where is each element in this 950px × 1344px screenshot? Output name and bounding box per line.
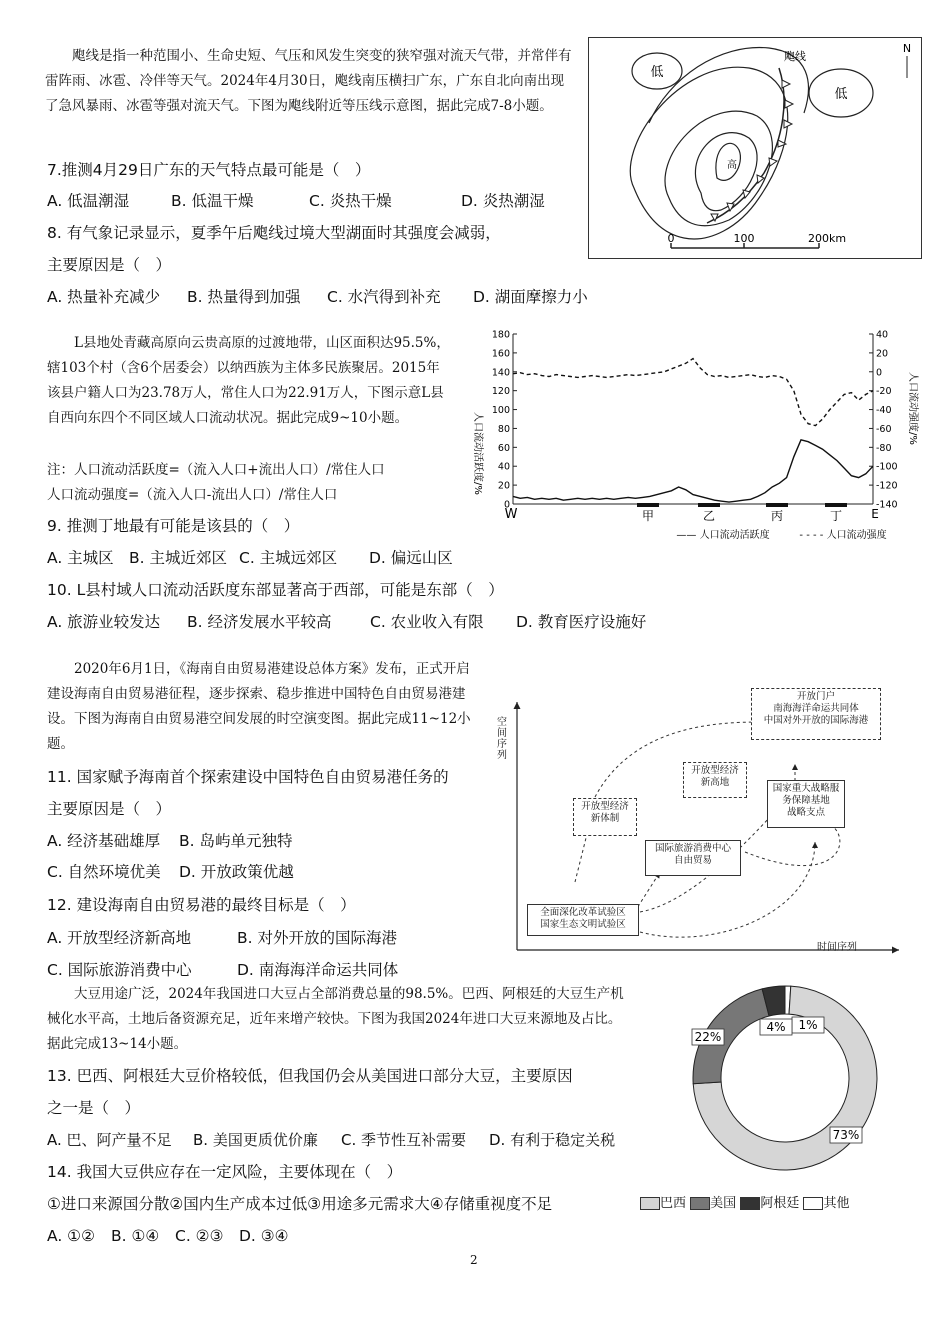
- q9-option-b[interactable]: B. 主城近郊区: [129, 549, 227, 567]
- legend-intensity: - - - - 人口流动强度: [799, 530, 887, 541]
- tick-left-label: 120: [491, 386, 510, 398]
- q8-stem-line2: 主要原因是（ ）: [47, 256, 172, 274]
- intro-l-county: L县地处青藏高原向云贵高原的过渡地带，山区面积达95.5%，辖103个村（含6个居委会）以纳西族为主体多民族聚居。2015年该县户籍人口为23.78万人，常住人口为22.91万人，下图示意L县自西向东四个不同区域人口流动状况。据此完成9~10小题。: [47, 335, 450, 426]
- q7-stem: 7.推测4月29日广东的天气特点最可能是（ ）: [47, 161, 371, 179]
- q12-stem: 12. 建设海南自由贸易港的最终目标是（ ）: [47, 896, 356, 914]
- tick-right-label: -100: [876, 461, 898, 473]
- tick-right-label: -120: [876, 480, 898, 492]
- q14-items: ①进口来源国分散②国内生产成本过低③用途多元需求大④存储重视度不足: [47, 1195, 553, 1213]
- q7-options: [47, 191, 545, 211]
- q9-option-d[interactable]: D. 偏远山区: [369, 549, 453, 567]
- tick-right-label: -20: [876, 386, 892, 398]
- legend-activity: —— 人口流动活跃度: [676, 530, 770, 541]
- q11-option-d[interactable]: D. 开放政策优越: [179, 863, 294, 881]
- box-open-economy-highland: 开放型经济新高地: [683, 762, 747, 798]
- q7-option-c[interactable]: C. 炎热干燥: [309, 192, 392, 210]
- q14-options: [47, 1226, 289, 1246]
- intro-squall-line: 飑线是指一种范围小、生命史短、气压和风发生突变的狭窄强对流天气带，并常伴有雷阵雨、冰雹、冷伴等天气。2024年4月30日，飑线南压横扫广东，广东自北向南出现了急风暴雨、冰雹等强对流天气。下图为飑线附近等压线示意图，据此完成7-8小题。: [45, 48, 572, 114]
- q10-option-a[interactable]: A. 旅游业较发达: [47, 613, 161, 631]
- series-activity-line: [513, 440, 873, 502]
- q8-stem-line1: 8. 有气象记录显示，夏季午后飑线过境大型湖面时其强度会减弱，: [47, 224, 501, 242]
- q8-option-b[interactable]: B. 热量得到加强: [187, 288, 301, 306]
- q11-options-row2: [47, 862, 294, 882]
- q13-option-d[interactable]: D. 有利于稳定关税: [489, 1131, 616, 1149]
- tick-left-label: 60: [497, 442, 510, 454]
- legend-argentina: 阿根廷: [760, 1196, 800, 1211]
- tick-right-label: -40: [876, 405, 892, 417]
- legend-usa: 美国: [710, 1196, 737, 1211]
- note-activity: 注：人口流动活跃度=（流入人口+流出人口）/常住人口: [47, 462, 385, 478]
- q13-option-a[interactable]: A. 巴、阿产量不足: [47, 1131, 172, 1149]
- legend-swatch-argentina: [740, 1197, 760, 1210]
- q14-option-d[interactable]: D. ③④: [239, 1227, 289, 1245]
- tick-left-label: 40: [497, 461, 510, 473]
- low-pressure-left: 低: [650, 65, 664, 80]
- low-pressure-right: 低: [834, 87, 848, 102]
- q12-option-c[interactable]: C. 国际旅游消费中心: [47, 961, 192, 979]
- squall-line-label: 飑线: [784, 50, 806, 63]
- scale-0: 0: [667, 232, 675, 245]
- tick-left-label: 0: [503, 499, 510, 511]
- q9-option-c[interactable]: C. 主城远郊区: [239, 549, 338, 567]
- legend-other: 其他: [823, 1196, 850, 1211]
- intro-soybean: 大豆用途广泛，2024年我国进口大豆占全部消费总量的98.5%。巴西、阿根廷的大豆生产机械化水平高，土地后备资源充足，近年来增产较快。下图为我国2024年进口大豆来源地及占比。据此完成13~14小题。: [47, 986, 624, 1052]
- donut-label: 73%: [832, 1128, 860, 1142]
- q11-option-c[interactable]: C. 自然环境优美: [47, 863, 161, 881]
- q10-option-d[interactable]: D. 教育医疗设施好: [516, 613, 647, 631]
- chart-ylabel-left: 人口流动活跃度/%: [472, 412, 483, 495]
- axis-label-space: 空间序列: [497, 717, 507, 761]
- q7-option-b[interactable]: B. 低温干燥: [171, 192, 254, 210]
- donut-legend: [640, 1192, 849, 1211]
- q12-options-row1: [47, 928, 397, 948]
- page-number: 2: [470, 1253, 478, 1267]
- tick-left-label: 80: [497, 423, 510, 435]
- x-endpoint-w: W: [504, 507, 518, 522]
- tick-right-label: 40: [876, 329, 889, 341]
- tick-right-label: -80: [876, 442, 892, 454]
- soybean-donut-chart: [660, 978, 910, 1183]
- scale-100: 100: [733, 232, 755, 245]
- donut-label: 1%: [798, 1018, 818, 1032]
- region-ding: 丁: [829, 509, 843, 523]
- box-tourism-center: 国际旅游消费中心 自由贸易: [645, 840, 741, 876]
- x-endpoint-e: E: [871, 507, 879, 521]
- tick-right-label: 20: [876, 348, 889, 360]
- axis-label-time: 时间序列: [817, 942, 857, 953]
- legend-swatch-other: [803, 1197, 823, 1210]
- q8-option-d[interactable]: D. 湖面摩擦力小: [473, 288, 588, 306]
- q7-option-d[interactable]: D. 炎热潮湿: [461, 192, 545, 210]
- population-flow-chart: [465, 322, 918, 548]
- q11-option-b[interactable]: B. 岛屿单元独特: [179, 832, 293, 850]
- q10-stem: 10. L县村域人口流动活跃度东部显著高于西部，可能是东部（ ）: [47, 581, 504, 599]
- q13-options: [47, 1130, 615, 1150]
- series-intensity-line: [513, 359, 873, 426]
- intro-hainan: 2020年6月1日，《海南自由贸易港建设总体方案》发布，正式开启建设海南自由贸易港征程，逐步探索、稳步推进中国特色自由贸易港建设。下图为海南自由贸易港空间发展的时空演变图。据此完成11~12小题。: [47, 661, 471, 752]
- scale-200: 200km: [807, 232, 847, 245]
- legend-swatch-usa: [690, 1197, 710, 1210]
- q11-option-a[interactable]: A. 经济基础雄厚: [47, 832, 161, 850]
- q14-option-a[interactable]: A. ①②: [47, 1227, 95, 1245]
- q13-stem-line1: 13. 巴西、阿根廷大豆价格较低，但我国仍会从美国进口部分大豆，主要原因: [47, 1067, 573, 1085]
- q13-option-c[interactable]: C. 季节性互补需要: [341, 1131, 467, 1149]
- tick-left-label: 20: [497, 480, 510, 492]
- q14-option-c[interactable]: C. ②③: [175, 1227, 224, 1245]
- box-open-economy-system: 开放型经济新体制: [573, 798, 637, 836]
- donut-label: 22%: [694, 1030, 722, 1044]
- note-intensity: 人口流动强度=（流入人口-流出人口）/常住人口: [47, 487, 338, 503]
- tick-left-label: 160: [491, 348, 510, 360]
- hainan-evolution-diagram: [495, 682, 915, 954]
- box-reform-zone: 全面深化改革试验区 国家生态文明试验区: [527, 904, 639, 936]
- q11-stem-line2: 主要原因是（ ）: [47, 800, 172, 818]
- q12-option-d[interactable]: D. 南海海洋命运共同体: [237, 961, 399, 979]
- region-jia: 甲: [641, 509, 655, 523]
- box-open-gateway: 开放门户 南海海洋命运共同体 中国对外开放的国际海港: [751, 688, 881, 740]
- box-national-strategy: 国家重大战略服务保障基地 战略支点: [767, 780, 845, 828]
- legend-brazil: 巴西: [660, 1196, 687, 1211]
- tick-left-label: 180: [491, 329, 510, 341]
- q10-options: [47, 612, 646, 632]
- tick-right-label: 0: [876, 367, 883, 379]
- q12-option-b[interactable]: B. 对外开放的国际海港: [237, 929, 397, 947]
- donut-label: 4%: [766, 1020, 786, 1034]
- high-pressure-label: 高: [727, 160, 737, 171]
- q10-option-b[interactable]: B. 经济发展水平较高: [187, 613, 332, 631]
- isobar-map: [588, 37, 922, 259]
- q11-stem-line1: 11. 国家赋予海南首个探索建设中国特色自由贸易港任务的: [47, 768, 449, 786]
- q7-option-a[interactable]: A. 低温潮湿: [47, 192, 130, 210]
- q12-option-a[interactable]: A. 开放型经济新高地: [47, 929, 192, 947]
- q8-option-a[interactable]: A. 热量补充减少: [47, 288, 161, 306]
- q9-stem: 9. 推测丁地最有可能是该县的（ ）: [47, 517, 300, 535]
- region-yi: 乙: [702, 509, 716, 523]
- legend-swatch-brazil: [640, 1197, 660, 1210]
- region-bing: 丙: [770, 509, 784, 523]
- q11-options-row1: [47, 831, 293, 851]
- tick-left-label: 140: [491, 367, 510, 379]
- tick-left-label: 100: [491, 405, 510, 417]
- tick-right-label: -60: [876, 423, 892, 435]
- q14-option-b[interactable]: B. ①④: [111, 1227, 160, 1245]
- q8-options: [47, 287, 588, 307]
- q8-option-c[interactable]: C. 水汽得到补充: [327, 288, 441, 306]
- isobar-lines: [630, 48, 873, 239]
- q9-option-a[interactable]: A. 主城区: [47, 549, 114, 567]
- q14-stem: 14. 我国大豆供应存在一定风险，主要体现在（ ）: [47, 1163, 403, 1181]
- q9-options: [47, 548, 453, 568]
- tick-right-label: -140: [876, 499, 898, 511]
- north-label: N: [902, 42, 912, 55]
- q13-stem-line2: 之一是（ ）: [47, 1099, 141, 1117]
- q13-option-b[interactable]: B. 美国更质优价廉: [193, 1131, 318, 1149]
- q10-option-c[interactable]: C. 农业收入有限: [370, 613, 484, 631]
- chart-ylabel-right: 人口流动强度/%: [907, 372, 918, 445]
- q12-options-row2: [47, 960, 398, 980]
